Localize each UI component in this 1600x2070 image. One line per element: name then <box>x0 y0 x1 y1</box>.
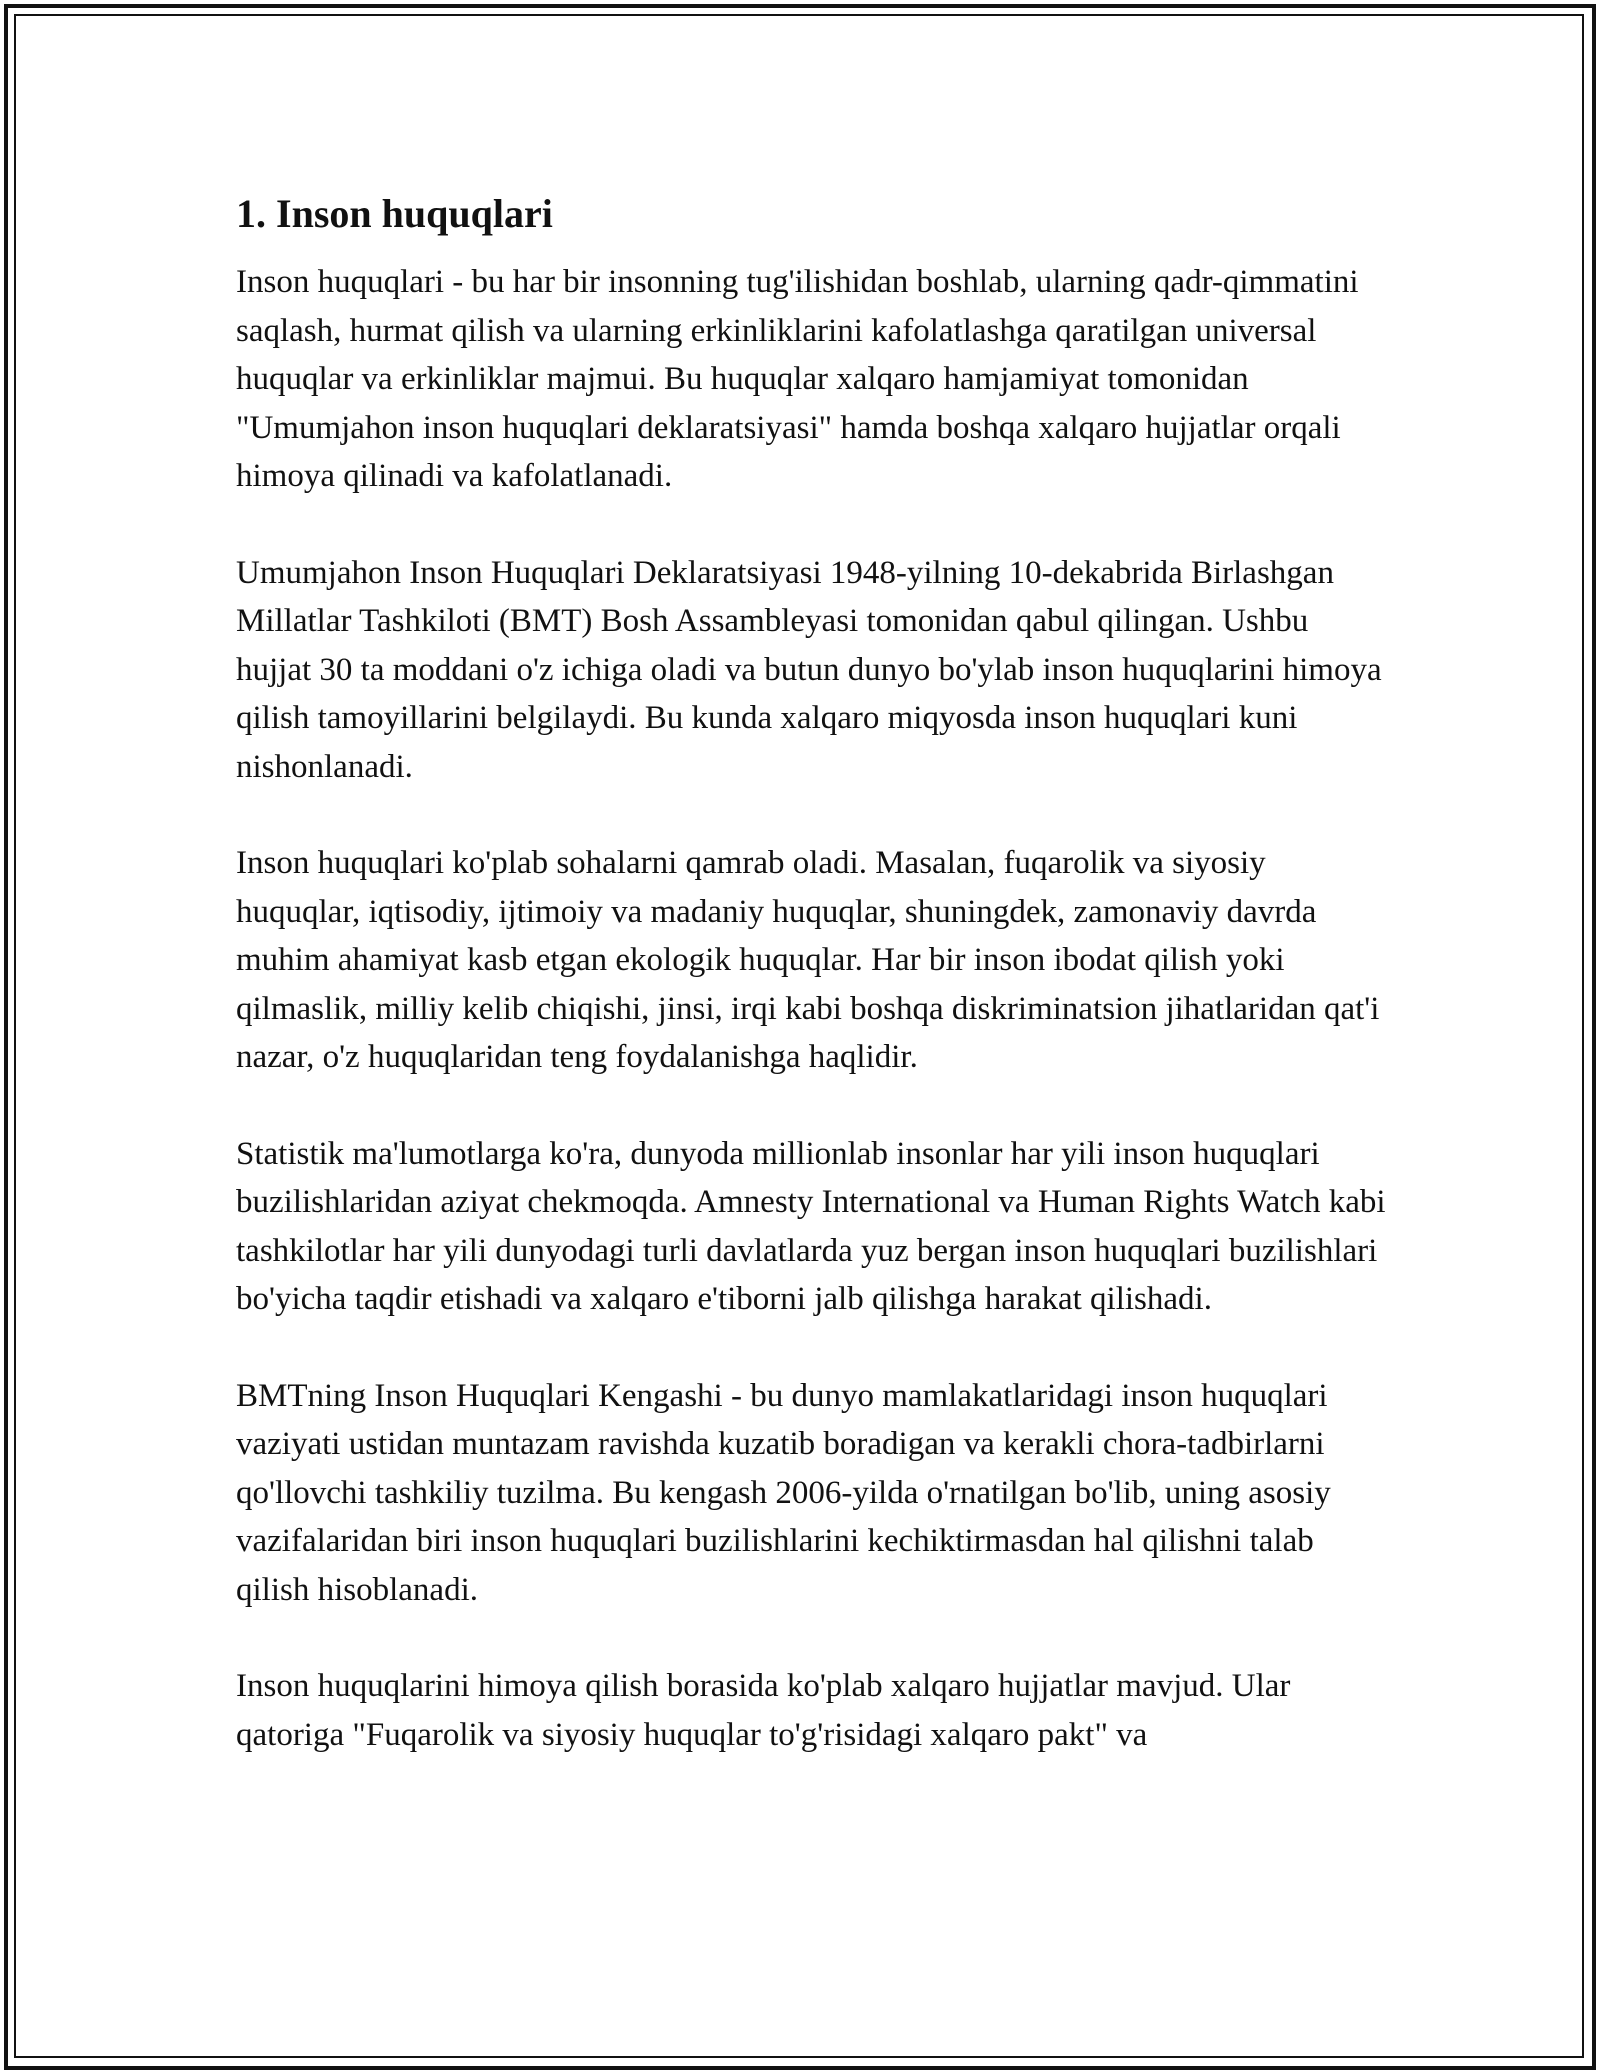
paragraph-3: Inson huquqlari ko'plab sohalarni qamrab oladi. Masalan, fuqarolik va siyosiy huquqlar, iqtisodiy, ijtimoiy va madaniy huquqlar, shuningdek, zamonaviy davrda muhim ahamiyat kasb etgan ekologik huquqlar. Har bir inson ibodat qilish yoki qilmaslik, milliy kelib chiqishi, jinsi, irqi kabi boshqa diskriminatsion jihatlaridan qat'i nazar, o'z huquqlaridan teng foydalanishga haqlidir. <box>236 845 1380 1075</box>
paragraph-1: Inson huquqlari - bu har bir insonning tug'ilishidan boshlab, ularning qadr-qimmatini saqlash, hurmat qilish va ularning erkinliklarini kafolatlashga qaratilgan universal huquqlar va erkinliklar majmui. Bu huquqlar xalqaro hamjamiyat tomonidan "Umumjahon inson huquqlari deklaratsiyasi" hamda boshqa xalqaro hujjatlar orqali himoya qilinadi va kafolatlanadi. <box>236 264 1359 494</box>
section-heading: 1. Inson huquqlari <box>236 191 553 236</box>
document-body <box>236 188 1386 1759</box>
paragraph-5: BMTning Inson Huquqlari Kengashi - bu dunyo mamlakatlaridagi inson huquqlari vaziyati ustidan muntazam ravishda kuzatib boradigan va kerakli chora-tadbirlarni qo'llovchi tashkiliy tuzilma. Bu kengash 2006-yilda o'rnatilgan bo'lib, uning asosiy vazifalaridan biri inson huquqlari buzilishlarini kechiktirmasdan hal qilishni talab qilish hisoblanadi. <box>236 1377 1331 1608</box>
paragraph-4: Statistik ma'lumotlarga ko'ra, dunyoda millionlab insonlar har yili inson huquqlari buzilishlaridan aziyat chekmoqda. Amnesty International va Human Rights Watch kabi tashkilotlar har yili dunyodagi turli davlatlarda yuz bergan inson huquqlari buzilishlari bo'yicha taqdir etishadi va xalqaro e'tiborni jalb qilishga harakat qilishadi. <box>236 1135 1386 1317</box>
paragraph-6: Inson huquqlarini himoya qilish borasida ko'plab xalqaro hujjatlar mavjud. Ular qatoriga "Fuqarolik va siyosiy huquqlar to'g'risidagi xalqaro pakt" va <box>236 1668 1291 1753</box>
paragraph-2: Umumjahon Inson Huquqlari Deklaratsiyasi 1948-yilning 10-dekabrida Birlashgan Millatlar Tashkiloti (BMT) Bosh Assambleyasi tomonidan qabul qilingan. Ushbu hujjat 30 ta moddani o'z ichiga oladi va butun dunyo bo'ylab inson huquqlarini himoya qilish tamoyillarini belgilaydi. Bu kunda xalqaro miqyosda inson huquqlari kuni nishonlanadi. <box>236 554 1382 785</box>
